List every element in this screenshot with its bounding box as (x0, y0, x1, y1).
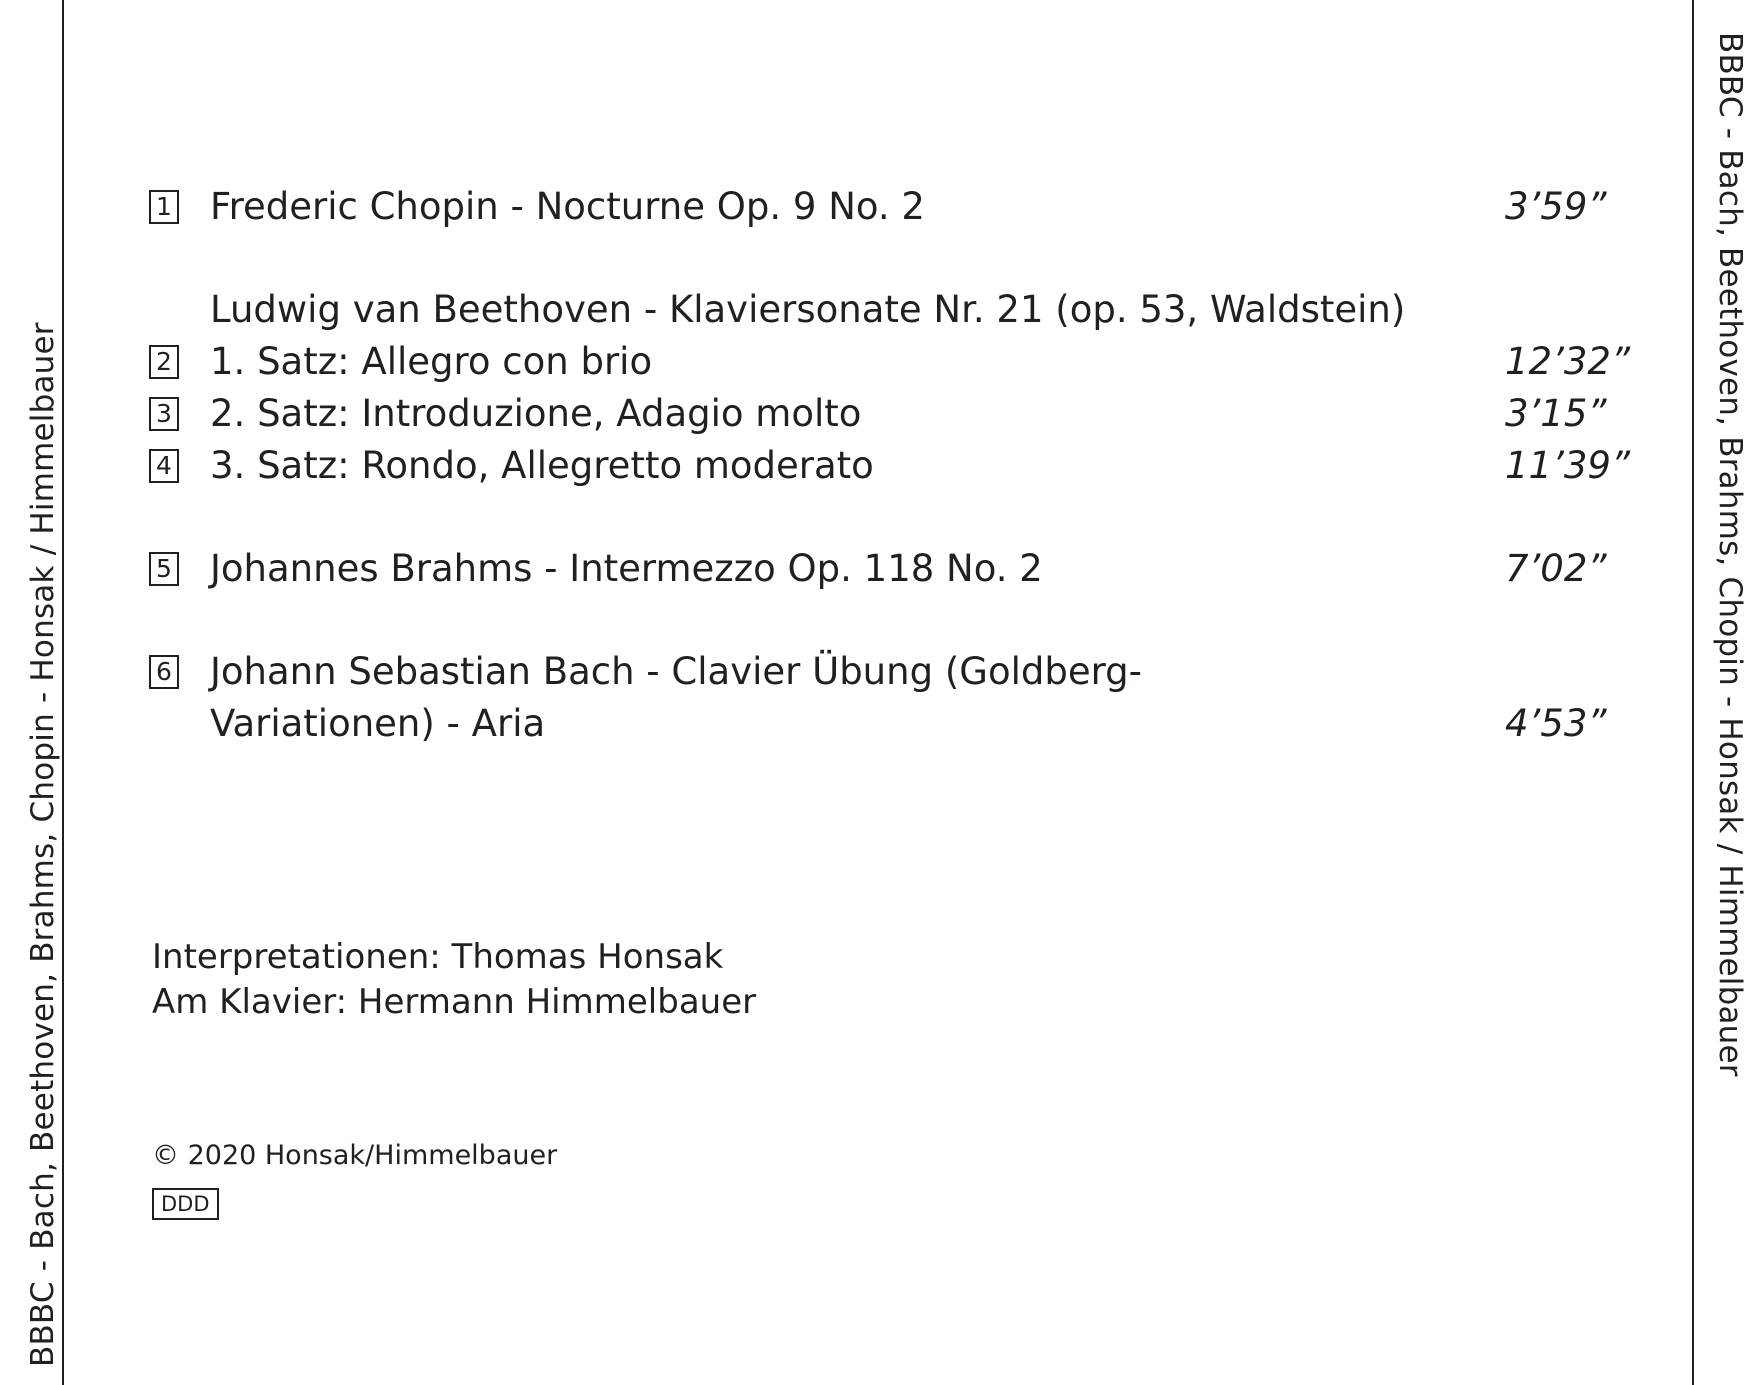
track-number-box: 2 (149, 345, 179, 379)
track-number-box: 6 (149, 655, 179, 689)
track-title: 2. Satz: Introduzione, Adagio molto (210, 392, 862, 435)
track-number-box: 3 (149, 397, 179, 431)
interpretations-credit: Interpretationen: Thomas Honsak (152, 937, 724, 977)
track-number-box: 1 (149, 190, 179, 224)
copyright-notice: © 2020 Honsak/Himmelbauer (152, 1140, 558, 1171)
track-duration: 3’59” (1505, 185, 1607, 228)
track-title: 3. Satz: Rondo, Allegretto moderato (210, 444, 874, 487)
track-duration: 11’39” (1505, 444, 1631, 487)
right-spine-title: BBBC - Bach, Beethoven, Brahms, Chopin - Honsak / Himmelbauer (1712, 32, 1748, 1077)
track-title: Frederic Chopin - Nocturne Op. 9 No. 2 (210, 185, 925, 228)
left-spine-title: BBBC - Bach, Beethoven, Brahms, Chopin - Honsak / Himmelbauer (25, 322, 61, 1367)
ddd-recording-badge: DDD (152, 1188, 219, 1220)
track-number-box: 5 (149, 552, 179, 586)
track-duration: 4’53” (1505, 702, 1607, 745)
track-duration: 12’32” (1505, 340, 1631, 383)
track-duration: 7’02” (1505, 547, 1607, 590)
piano-credit: Am Klavier: Hermann Himmelbauer (152, 982, 757, 1022)
track-title: Johannes Brahms - Intermezzo Op. 118 No. 2 (210, 547, 1043, 590)
track-title-line-1: Johann Sebastian Bach - Clavier Übung (Goldberg- (210, 650, 1142, 693)
track-title-line-2: Variationen) - Aria (210, 702, 546, 745)
credits (152, 935, 756, 1025)
track-number-box: 4 (149, 449, 179, 483)
work-heading: Ludwig van Beethoven - Klaviersonate Nr. 21 (op. 53, Waldstein) (210, 288, 1406, 331)
track-title: 1. Satz: Allegro con brio (210, 340, 653, 383)
track-duration: 3’15” (1505, 392, 1607, 435)
